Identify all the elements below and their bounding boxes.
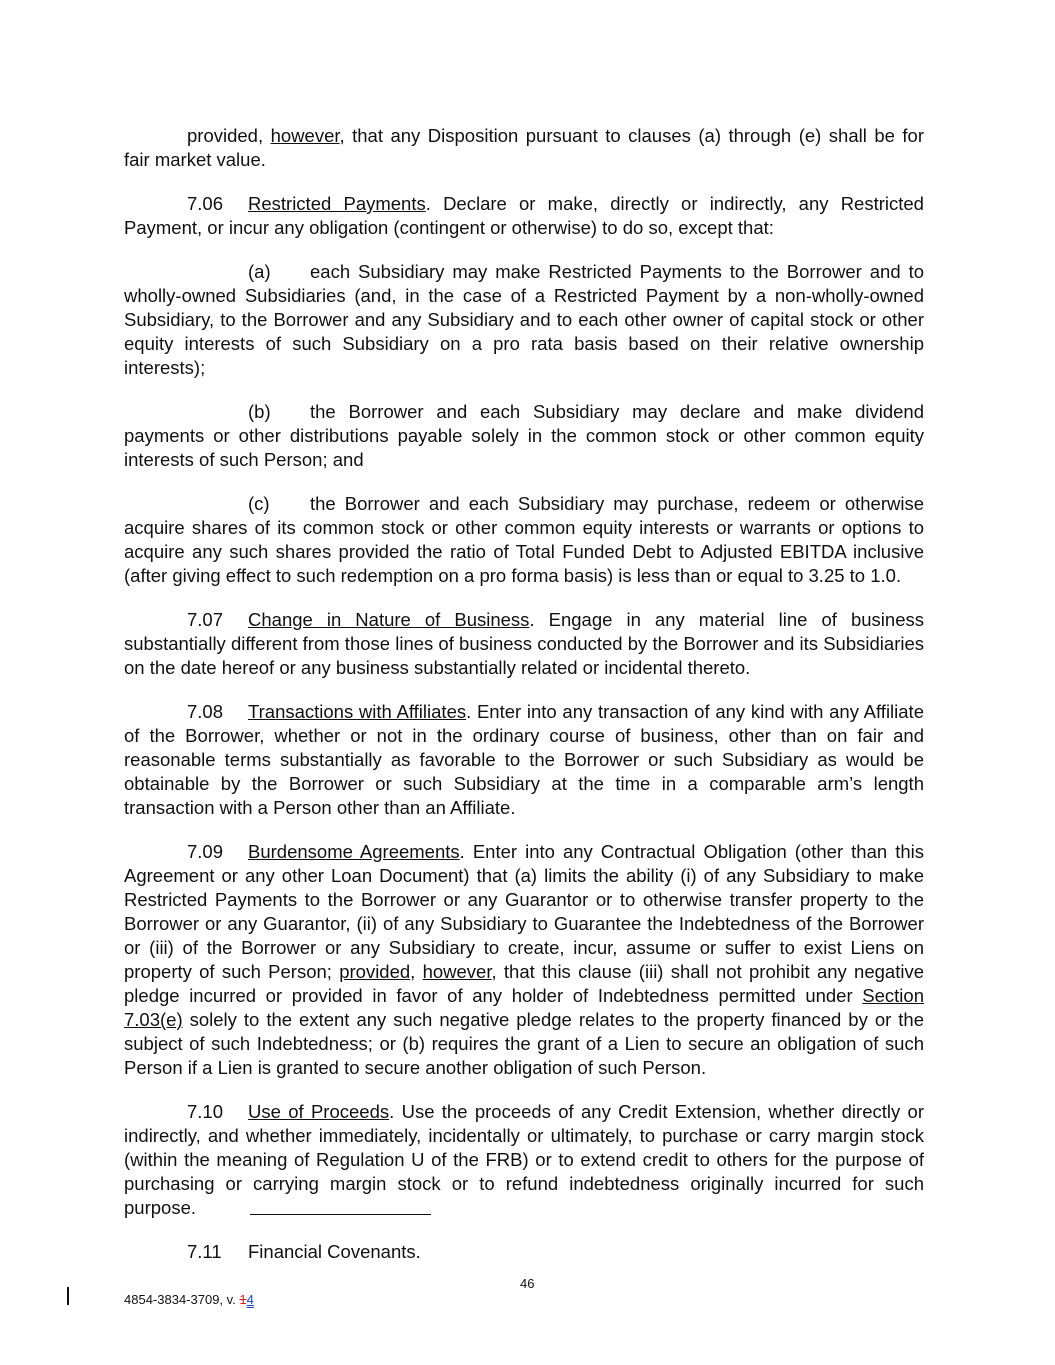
- change-bar: [67, 1287, 69, 1305]
- section-number: 7.07: [187, 609, 224, 630]
- section-7-11: [124, 1240, 924, 1264]
- page-number: 46: [520, 1276, 535, 1291]
- clause-label: (b): [248, 401, 271, 422]
- inserted-version: 4: [246, 1292, 254, 1307]
- section-text: . Use the proceeds of any Credit Extension, whether directly or indirectly, and whether immediately, incidentally or ultimately, to purchase or carry margin stock (within the meaning of Regulation U of the FRB) or to extend credit to others for the purpose of purchasing or carrying margin stock or to refund indebtedness originally incurred for such purpose.: [124, 1101, 924, 1218]
- section-text: . Enter into any transaction of any kind with any Affiliate of the Borrower, whether or not in the ordinary course of business, other than on fair and reasonable terms substantially as favorable to the Borrower or such Subsidiary as would be obtainable by the Borrower or such Subsidiary at the time in a comparable arm’s length transaction with a Person other than an Affiliate.: [124, 701, 924, 818]
- underlined-text: provided: [339, 961, 411, 982]
- section-text: solely to the extent any such negative pledge relates to the property financed by or the subject of such Indebtedness; or (b) requires the grant of a Lien to secure an obligation of such Person if a Lien is granted to secure another obligation of such Person.: [124, 1009, 924, 1078]
- text: provided,: [187, 125, 271, 146]
- section-7-08: [124, 700, 924, 820]
- document-body: [124, 124, 924, 1284]
- section-text: . Enter into any Contractual Obligation (other than this Agreement or any other Loan Document) that (a) limits the ability (i) of any Subsidiary to make Restricted Payments to the Borrower or any Guarantor or to otherwise transfer property to the Borrower or any Guarantor, (ii) of any Subsidiary to Guarantee the Indebtedness of the Borrower or (iii) of the Borrower or any Subsidiary to create, incur, assume or suffer to exist Liens on property of such Person;: [124, 841, 924, 982]
- underlined-text: however: [270, 125, 340, 146]
- section-7-06: [124, 192, 924, 240]
- section-number: 7.06: [187, 193, 224, 214]
- section-text: ,: [410, 961, 423, 982]
- paragraph-proviso: [124, 124, 924, 172]
- blank-line: [250, 1196, 431, 1215]
- section-heading: Burdensome Agreements: [248, 841, 460, 862]
- section-heading: Restricted Payments: [248, 193, 426, 214]
- clause-text: the Borrower and each Subsidiary may declare and make dividend payments or other distributions payable solely in the common stock or other common equity interests of such Person; and: [124, 401, 924, 470]
- section-heading: Transactions with Affiliates: [248, 701, 467, 722]
- section-text: . Declare or make, directly or indirectly, any Restricted Payment, or incur any obligation (contingent or otherwise) to do so, except that:: [124, 193, 924, 238]
- clause-c: [124, 492, 924, 588]
- section-text: . Engage in any material line of business substantially different from those lines of business conducted by the Borrower and its Subsidiaries on the date hereof or any business substantially related or incidental thereto.: [124, 609, 924, 678]
- section-number: 7.11: [187, 1241, 222, 1262]
- section-cross-reference: Section 7.03(e): [124, 985, 924, 1030]
- underlined-text: however: [422, 961, 492, 982]
- section-number: 7.10: [187, 1101, 224, 1122]
- clause-label: (c): [248, 493, 270, 514]
- clause-label: (a): [248, 261, 271, 282]
- section-text: , that this clause (iii) shall not prohibit any negative pledge incurred or provided in favor of any holder of Indebtedness permitted under: [124, 961, 924, 1006]
- section-7-07: [124, 608, 924, 680]
- footer-doc-id: [124, 1288, 254, 1312]
- clause-text: each Subsidiary may make Restricted Payments to the Borrower and to wholly-owned Subsidiaries (and, in the case of a Restricted Payment by a non-wholly-owned Subsidiary, to the Borrower and any Subsidiary and to each other owner of capital stock or other equity interests of such Subsidiary on a pro rata basis based on their relative ownership interests);: [124, 261, 924, 378]
- clause-a: [124, 260, 924, 380]
- section-heading: Financial Covenants.: [248, 1241, 421, 1262]
- clause-b: [124, 400, 924, 472]
- clause-text: the Borrower and each Subsidiary may purchase, redeem or otherwise acquire shares of its common stock or other common equity interests or warrants or options to acquire any such shares provided the ratio of Total Funded Debt to Adjusted EBITDA inclusive (after giving effect to such redemption on a pro forma basis) is less than or equal to 3.25 to 1.0.: [124, 493, 924, 586]
- text: , that any Disposition pursuant to clauses (a) through (e) shall be for fair market value.: [124, 125, 924, 170]
- section-number: 7.08: [187, 701, 224, 722]
- section-number: 7.09: [187, 841, 224, 862]
- section-heading: Change in Nature of Business: [248, 609, 530, 630]
- section-heading: Use of Proceeds: [248, 1101, 390, 1122]
- deleted-version: 1: [239, 1292, 247, 1307]
- section-7-09: [124, 840, 924, 1080]
- doc-id: 4854-3834-3709, v.: [124, 1292, 240, 1307]
- section-7-10: [124, 1100, 924, 1220]
